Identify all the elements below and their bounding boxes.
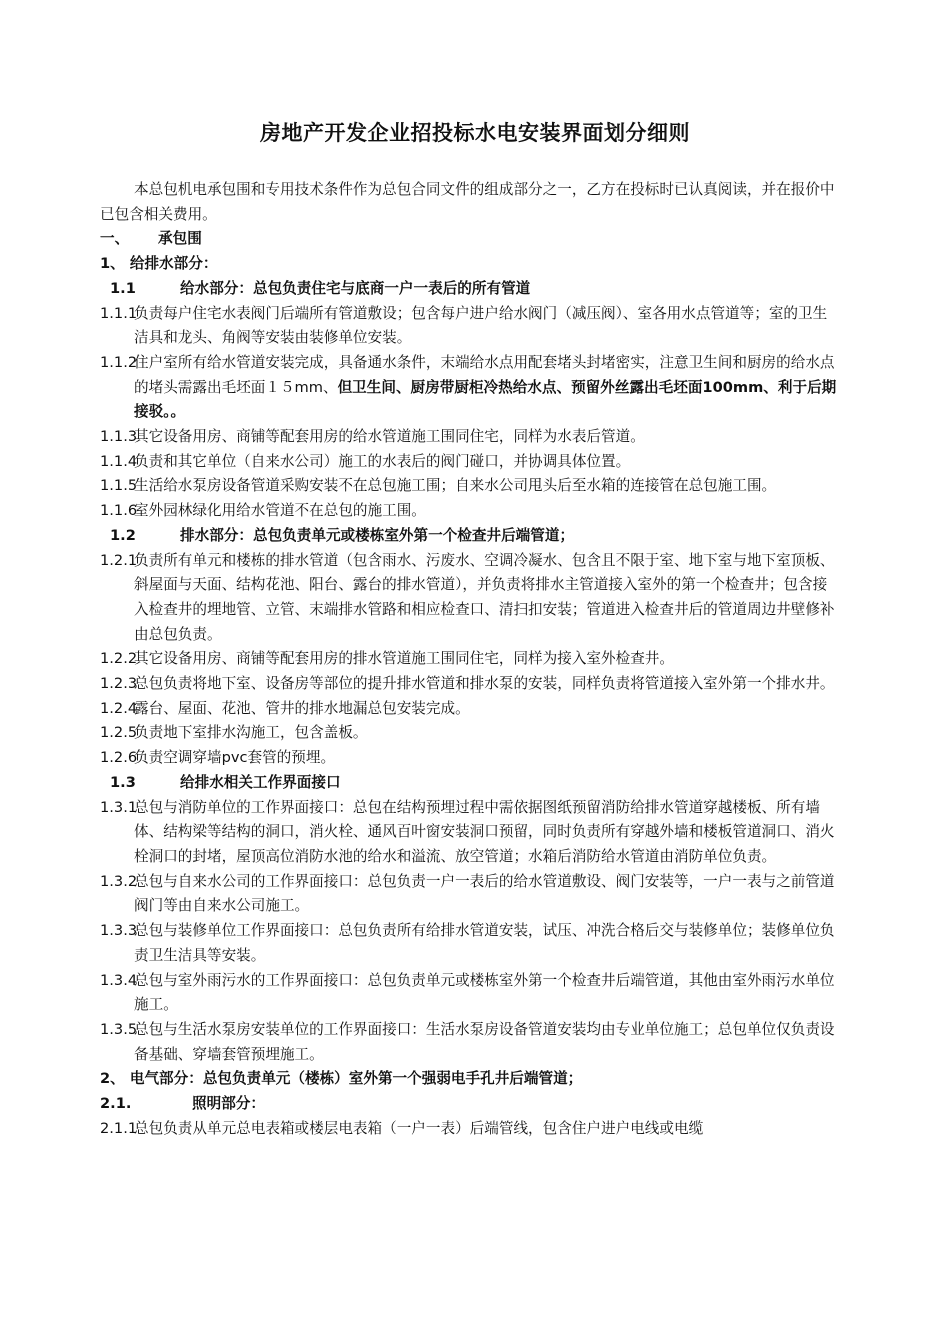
section-heading: [100, 227, 840, 252]
clause-number: 1.2.6: [100, 749, 138, 767]
clause-number: 1.1.6: [100, 502, 138, 520]
clause-text: 负责空调穿墙pvc套管的预埋。: [134, 749, 336, 767]
clause-text: 负责所有单元和楼栋的排水管道（包含雨水、污废水、空调冷凝水、包含且不限于室、地下室与地下室顶板、斜屋面与天面、结构花池、阳台、露台的排水管道），并负责将排水主管道接入室外的第一个检查井；包含接入检查井的埋地管、立管、末端排水管路和相应检查口、清扫扣安装；管道进入检查井后的管道周边井壁修补由总包负责。: [134, 551, 835, 643]
intro-paragraph: 本总包机电承包围和专用技术条件作为总包合同文件的组成部分之一，乙方在投标时已认真阅读，并在报价中已包含相关费用。: [100, 181, 835, 223]
section-label: 承包围: [158, 230, 202, 248]
clause: [100, 302, 840, 351]
clause-text: 负责每户住宅水表阀门后端所有管道敷设；包含每户进户给水阀门（减压阀）、室各用水点管道等；室的卫生洁具和龙头、角阀等安装由装修单位安装。: [134, 304, 828, 347]
clause: [100, 721, 840, 746]
section-number: 一、: [100, 230, 130, 248]
document-title: 房地产开发企业招投标水电安装界面划分细则: [260, 121, 690, 145]
clause-number: 1.3.1: [100, 798, 138, 816]
clause-text: 其它设备用房、商铺等配套用房的给水管道施工围同住宅，同样为水表后管道。: [134, 428, 645, 446]
clause-text: 总包与自来水公司的工作界面接口：总包负责一户一表后的给水管道敷设、阀门安装等，一户一表与之前管道阀门等由自来水公司施工。: [134, 872, 835, 915]
clause-text: 生活给水泵房设备管道采购安装不在总包施工围；自来水公司甩头后至水箱的连接管在总包施工围。: [134, 477, 777, 495]
subsection-heading: [100, 771, 840, 796]
clause: [100, 746, 840, 771]
part-label: 给排水部分：: [129, 255, 218, 273]
clause-text: 其它设备用房、商铺等配套用房的排水管道施工围同住宅，同样为接入室外检查井。: [134, 650, 674, 668]
clause-number: 1.1.4: [100, 452, 138, 470]
clause-text: 总包与生活水泵房安装单位的工作界面接口：生活水泵房设备管道安装均由专业单位施工；总包单位仅负责设备基础、穿墙套管预埋施工。: [134, 1020, 835, 1063]
clause-text: 总包与装修单位工作界面接口：总包负责所有给排水管道安装，试压、冲洗合格后交与装修单位；装修单位负责卫生洁具等安装。: [134, 922, 835, 964]
clause: [100, 919, 840, 968]
clause-number: 1.1.5: [100, 477, 138, 495]
subsection-number: 2.1.: [100, 1095, 132, 1113]
clause-text: 负责地下室排水沟施工，包含盖板。: [134, 724, 368, 742]
clause: [100, 672, 840, 697]
clause-number: 1.1.3: [100, 428, 138, 446]
clause-text: 住户室所有给水管道安装完成，具备通水条件，末端给水点用配套堵头封堵密实，注意卫生间和厨房的给水点的堵头需露出毛坯面１５mm、: [134, 353, 835, 396]
clause: [100, 499, 840, 524]
clause-number: 1.2.4: [100, 699, 138, 717]
clause: [100, 1117, 840, 1142]
clause: [100, 697, 840, 722]
part-number: 1、: [100, 255, 125, 273]
clause-number: 1.1.1: [100, 304, 138, 322]
clause-number: 1.3.2: [100, 872, 138, 890]
clause: [100, 474, 840, 499]
clause-number: 1.2.2: [100, 650, 138, 668]
clause-number: 1.2.1: [100, 551, 138, 569]
subsection-number: 1.3: [110, 773, 136, 791]
clause: [100, 969, 840, 1018]
clause: [100, 1018, 840, 1067]
clause: [100, 351, 840, 425]
subsection-number: 1.1: [110, 279, 136, 297]
subsection-heading: [100, 1092, 840, 1117]
clause-bold-text: 但卫生间、厨房带厨柜冷热给水点、预留外丝露出毛坯面100mm、利于后期接驳。。: [134, 378, 837, 421]
clause-text: 露台、屋面、花池、管井的排水地漏总包安装完成。: [134, 699, 470, 717]
document-body: [100, 178, 840, 1141]
subsection-heading: [100, 277, 840, 302]
clause-text: 负责和其它单位（自来水公司）施工的水表后的阀门碰口，并协调具体位置。: [134, 452, 631, 470]
subsection-number: 1.2: [110, 526, 136, 544]
part-heading: [100, 252, 840, 277]
clause-number: 1.2.5: [100, 724, 138, 742]
part-heading: [100, 1067, 840, 1092]
subsection-heading: [100, 524, 840, 549]
clause-number: 1.1.2: [100, 353, 138, 371]
clause-number: 1.3.5: [100, 1020, 138, 1038]
subsection-label: 给水部分：总包负责住宅与底商一户一表后的所有管道: [180, 279, 531, 297]
subsection-label: 排水部分：总包负责单元或楼栋室外第一个检查井后端管道；: [180, 526, 575, 544]
clause-text: 总包负责从单元总电表箱或楼层电表箱（一户一表）后端管线，包含住户进户电线或电缆: [134, 1119, 704, 1137]
clause: [100, 549, 840, 648]
clause-number: 1.2.3: [100, 675, 138, 693]
clause-number: 1.3.3: [100, 922, 138, 940]
part-number: 2、: [100, 1070, 125, 1088]
clause-text: 室外园林绿化用给水管道不在总包的施工围。: [134, 502, 426, 520]
clause: [100, 647, 840, 672]
clause-text: 总包负责将地下室、设备房等部位的提升排水管道和排水泵的安装，同样负责将管道接入室外第一个排水井。: [134, 675, 835, 693]
clause-number: 2.1.1: [100, 1119, 138, 1137]
clause: [100, 425, 840, 450]
clause-number: 1.3.4: [100, 971, 138, 989]
clause: [100, 796, 840, 870]
clause-text: 总包与室外雨污水的工作界面接口：总包负责单元或楼栋室外第一个检查井后端管道，其他由室外雨污水单位施工。: [134, 971, 835, 1014]
subsection-label: 给排水相关工作界面接口: [180, 773, 341, 791]
subsection-label: 照明部分：: [192, 1095, 265, 1113]
clause: [100, 450, 840, 475]
clause: [100, 870, 840, 919]
part-label: 电气部分：总包负责单元（楼栋）室外第一个强弱电手孔井后端管道；: [129, 1070, 583, 1088]
clause-text: 总包与消防单位的工作界面接口：总包在结构预埋过程中需依据图纸预留消防给排水管道穿越楼板、所有墙体、结构梁等结构的洞口，消火栓、通风百叶窗安装洞口预留，同时负责所有穿越外墙和楼板管道洞口、消火栓洞口的封堵，屋顶高位消防水池的给水和溢流、放空管道；水箱后消防给水管道由消防单位负责。: [134, 798, 835, 865]
